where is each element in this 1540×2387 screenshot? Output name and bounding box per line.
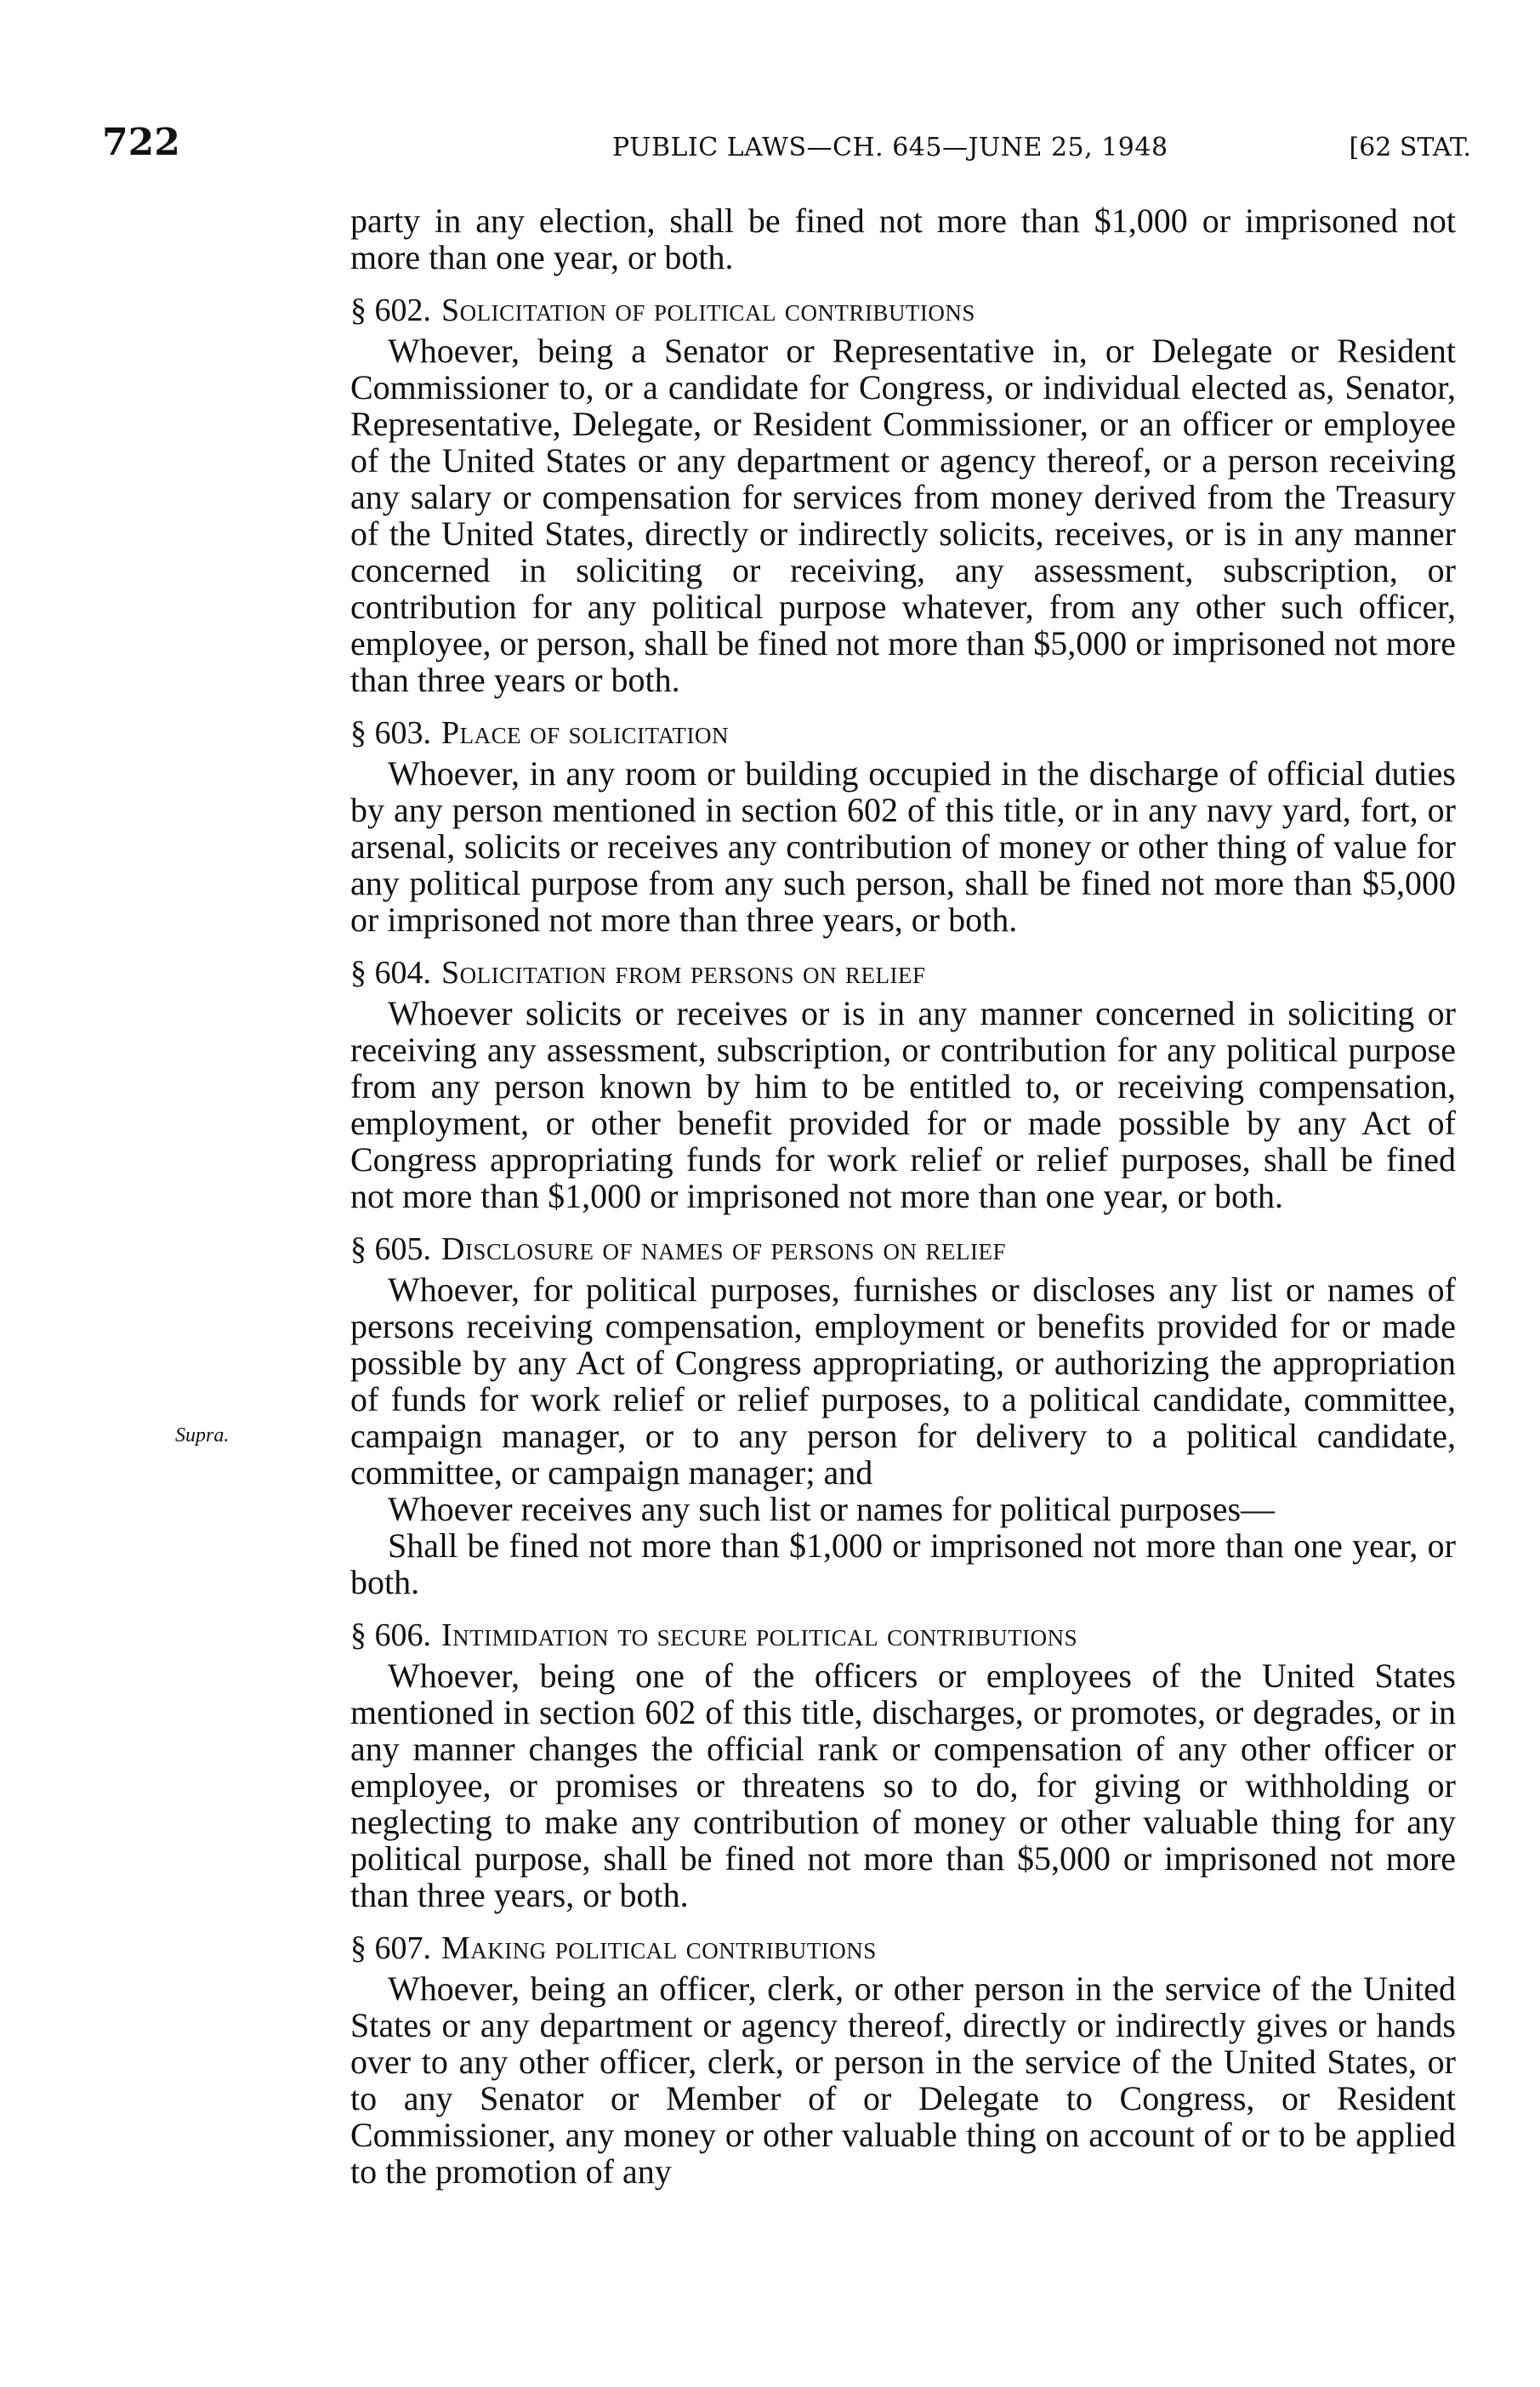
section-number: § 603.	[350, 715, 431, 751]
section-heading	[350, 293, 1456, 329]
section-603	[350, 715, 1456, 938]
section-heading	[350, 1617, 1456, 1654]
section-606	[350, 1617, 1456, 1913]
section-paragraph: Whoever solicits or receives or is in any manner concerned in soliciting or receiving any assessment, subscription, or contribution for any political purpose from any person known by him to be entitled to, or receiving compensation, employment, or other benefit provided for or made possible by any Act of Congress appropriating funds for work relief or relief purposes, shall be fined not more than $1,000 or imprisoned not more than one year, or both.	[350, 994, 1456, 1215]
section-number: § 606.	[350, 1617, 431, 1653]
section-number: § 604.	[350, 955, 431, 991]
margin-note: Supra.	[175, 1424, 230, 1446]
section-paragraph: Whoever, being a Senator or Representative in, or Delegate or Resident Commissioner to, or a candidate for Congress, or individual elected as, Senator, Representative, Delegate, or Resident Commissioner, or an officer or employee of the United States or any department or agency thereof, or a person receiving any salary or compensation for services from money derived from the Treasury of the United States, directly or indirectly solicits, receives, or is in any manner concerned in soliciting or receiving, any assessment, subscription, or contribution for any political purpose whatever, from any other such officer, employee, or person, shall be fined not more than $5,000 or imprisoned not more than three years or both.	[350, 332, 1456, 699]
section-heading	[350, 1231, 1456, 1268]
section-title: Disclosure of names of persons on relief	[441, 1231, 1007, 1267]
section-title: Making political contributions	[441, 1930, 877, 1966]
statute-reference: [62 STAT.	[1349, 133, 1471, 162]
section-paragraph: Whoever, being one of the officers or employees of the United States mentioned in section 602 of this title, discharges, or promotes, or degrades, or in any manner changes the official rank or compensation of any other officer or employee, or promises or threatens so to do, for giving or withholding or neglecting to make any contribution of money or other valuable thing for any political purpose, shall be fined not more than $5,000 or imprisoned not more than three years, or both.	[350, 1657, 1456, 1914]
section-604	[350, 955, 1456, 1214]
section-title: Solicitation from persons on relief	[441, 955, 926, 991]
intro-paragraph: party in any election, shall be fined not more than $1,000 or imprisoned not more than one year, or both.	[350, 202, 1456, 276]
page-header	[102, 121, 1471, 172]
section-602	[350, 293, 1456, 698]
section-607	[350, 1930, 1456, 2190]
section-paragraph: Whoever receives any such list or names for political purposes—	[388, 1490, 1276, 1528]
section-title: Solicitation of political contributions	[441, 293, 975, 328]
section-heading	[350, 715, 1456, 752]
page-number: 722	[102, 121, 180, 164]
section-number: § 605.	[350, 1231, 431, 1267]
section-paragraph: Whoever, for political purposes, furnishes or discloses any list or names of persons receiving compensation, employment or benefits provided for or made possible by any Act of Congress appropriating, or authorizing the appropriation of funds for work relief or relief purposes, to a political candidate, committee, campaign manager, or to any person for delivery to a political candidate, committee, or campaign manager; and	[350, 1270, 1456, 1492]
body-text	[350, 202, 1456, 2190]
section-title: Place of solicitation	[441, 715, 729, 751]
section-number: § 607.	[350, 1930, 431, 1966]
section-paragraph: Whoever, being an officer, clerk, or other person in the service of the United States or any department or agency thereof, directly or indirectly gives or hands over to any other officer, clerk, or person in the service of the United States, or to any Senator or Member of or Delegate to Congress, or Resident Commissioner, any money or other valuable thing on account of or to be applied to the promotion of any	[350, 1969, 1456, 2191]
section-title: Intimidation to secure political contributions	[441, 1617, 1078, 1653]
section-605	[350, 1231, 1456, 1600]
running-head: PUBLIC LAWS—CH. 645—JUNE 25, 1948	[612, 133, 1168, 162]
section-paragraph: Shall be fined not more than $1,000 or imprisoned not more than one year, or both.	[350, 1526, 1456, 1601]
section-heading	[350, 1930, 1456, 1967]
section-heading	[350, 955, 1456, 992]
section-number: § 602.	[350, 293, 431, 328]
section-paragraph: Whoever, in any room or building occupied in the discharge of official duties by any person mentioned in section 602 of this title, or in any navy yard, fort, or arsenal, solicits or receives any contribution of money or other thing of value for any political purpose from any such person, shall be fined not more than $5,000 or imprisoned not more than three years, or both.	[350, 754, 1456, 939]
